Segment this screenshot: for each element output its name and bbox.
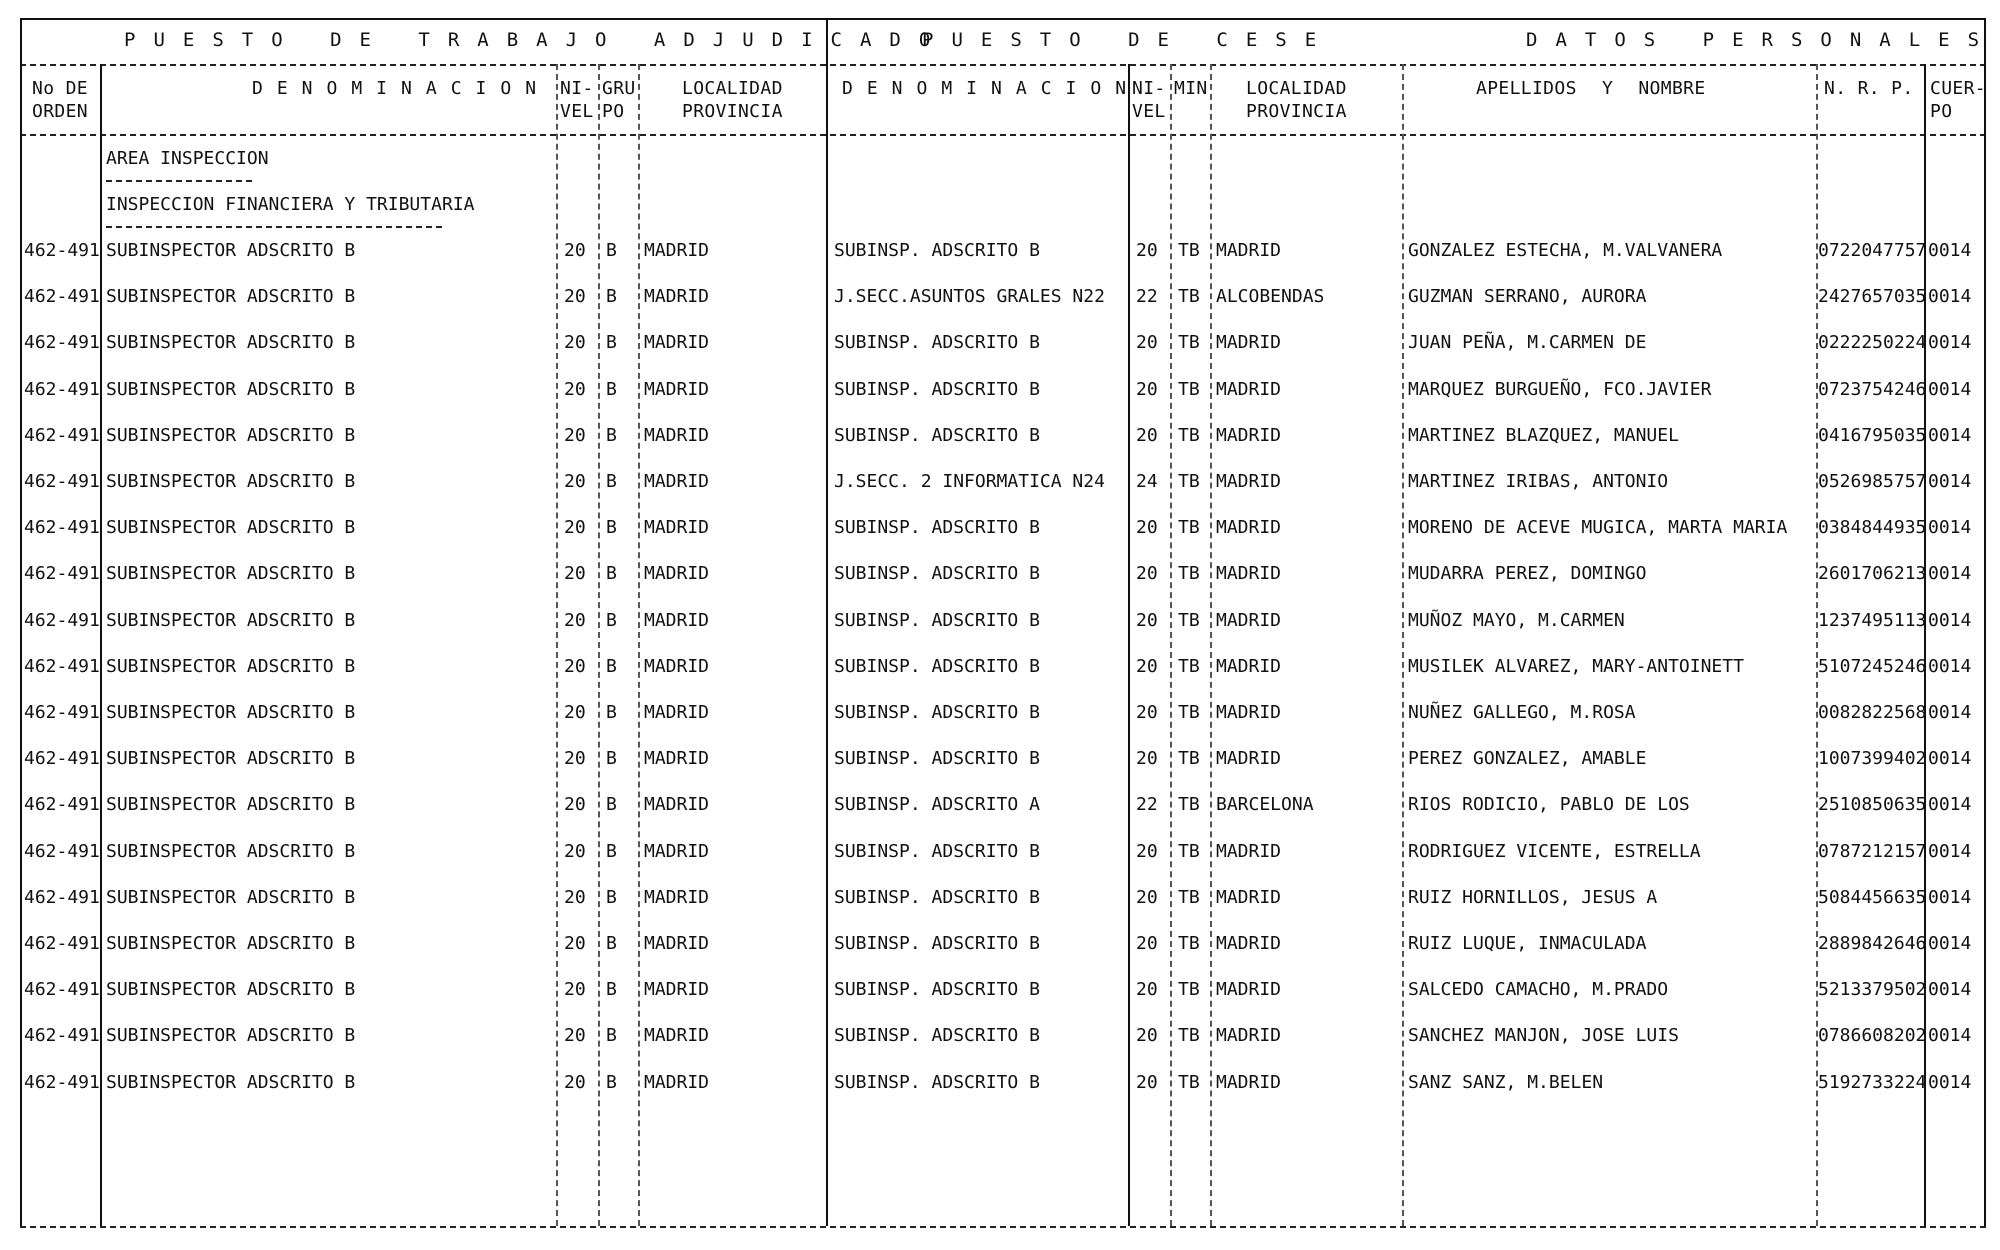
header-cese-nivel-1: NI- — [1132, 78, 1166, 99]
cell-cese-nivel: 20 — [1136, 1025, 1158, 1046]
cell-localidad: MADRID — [644, 748, 710, 769]
cell-cese-localidad: MADRID — [1216, 517, 1282, 538]
cell-denominacion: SUBINSPECTOR ADSCRITO B — [106, 748, 356, 769]
cell-grupo: B — [606, 610, 617, 631]
cell-nrp: 5192733224 — [1818, 1072, 1927, 1093]
cell-apellidos-nombre: MARTINEZ BLAZQUEZ, MANUEL — [1408, 425, 1679, 446]
cell-nivel: 20 — [564, 240, 586, 261]
cell-denominacion: SUBINSPECTOR ADSCRITO B — [106, 933, 356, 954]
section-area-title: AREA INSPECCION — [106, 148, 269, 169]
cell-nrp: 5084456635 — [1818, 887, 1927, 908]
cell-cese-localidad: MADRID — [1216, 1025, 1282, 1046]
cell-nrp: 0526985757 — [1818, 471, 1927, 492]
cell-nivel: 20 — [564, 748, 586, 769]
cell-orden: 462-491 — [24, 979, 100, 1000]
cell-cuerpo: 0014 — [1928, 379, 1972, 400]
cell-cese-denominacion: SUBINSP. ADSCRITO B — [834, 332, 1040, 353]
cell-denominacion: SUBINSPECTOR ADSCRITO B — [106, 240, 356, 261]
cell-nivel: 20 — [564, 794, 586, 815]
cell-grupo: B — [606, 1072, 617, 1093]
cell-nivel: 20 — [564, 425, 586, 446]
cell-cese-nivel: 20 — [1136, 1072, 1158, 1093]
header-grupo-1: GRU — [602, 78, 636, 99]
cell-cese-localidad: MADRID — [1216, 563, 1282, 584]
cell-localidad: MADRID — [644, 702, 710, 723]
cell-nrp: 0222250224 — [1818, 332, 1927, 353]
cell-grupo: B — [606, 887, 617, 908]
cell-localidad: MADRID — [644, 332, 710, 353]
cell-min: TB — [1178, 933, 1200, 954]
super-header-adjudicado: PUESTO DE TRABAJO ADJUDICADO — [124, 29, 949, 51]
header-cuerpo-2: PO — [1930, 101, 1953, 122]
cell-cese-nivel: 20 — [1136, 240, 1158, 261]
cell-orden: 462-491 — [24, 656, 100, 677]
cell-cuerpo: 0014 — [1928, 794, 1972, 815]
cell-denominacion: SUBINSPECTOR ADSCRITO B — [106, 610, 356, 631]
cell-cese-denominacion: SUBINSP. ADSCRITO B — [834, 656, 1040, 677]
cell-denominacion: SUBINSPECTOR ADSCRITO B — [106, 379, 356, 400]
cell-apellidos-nombre: GONZALEZ ESTECHA, M.VALVANERA — [1408, 240, 1723, 261]
cell-nrp: 1237495113 — [1818, 610, 1927, 631]
cell-orden: 462-491 — [24, 794, 100, 815]
col-divider-denominacion — [556, 64, 558, 1226]
cell-cuerpo: 0014 — [1928, 1072, 1972, 1093]
cell-cuerpo: 0014 — [1928, 286, 1972, 307]
cell-grupo: B — [606, 332, 617, 353]
cell-nrp: 0786608202 — [1818, 1025, 1927, 1046]
cell-cuerpo: 0014 — [1928, 841, 1972, 862]
header-denominacion: DENOMINACION — [252, 78, 551, 99]
col-divider-nrp — [1924, 64, 1926, 1226]
cell-cese-nivel: 22 — [1136, 286, 1158, 307]
cell-apellidos-nombre: MARTINEZ IRIBAS, ANTONIO — [1408, 471, 1669, 492]
cell-apellidos-nombre: SANCHEZ MANJON, JOSE LUIS — [1408, 1025, 1679, 1046]
cell-min: TB — [1178, 286, 1200, 307]
cell-grupo: B — [606, 933, 617, 954]
cell-denominacion: SUBINSPECTOR ADSCRITO B — [106, 563, 356, 584]
cell-nivel: 20 — [564, 563, 586, 584]
cell-min: TB — [1178, 841, 1200, 862]
header-cese-localidad-1: LOCALIDAD — [1246, 78, 1347, 99]
cell-orden: 462-491 — [24, 379, 100, 400]
cell-orden: 462-491 — [24, 425, 100, 446]
cell-nivel: 20 — [564, 610, 586, 631]
cell-nivel: 20 — [564, 933, 586, 954]
cell-localidad: MADRID — [644, 379, 710, 400]
cell-localidad: MADRID — [644, 240, 710, 261]
cell-min: TB — [1178, 517, 1200, 538]
cell-cuerpo: 0014 — [1928, 563, 1972, 584]
cell-grupo: B — [606, 240, 617, 261]
cell-apellidos-nombre: MORENO DE ACEVE MUGICA, MARTA MARIA — [1408, 517, 1788, 538]
header-apellidos: APELLIDOS Y NOMBRE — [1476, 78, 1706, 99]
super-header-personales: DATOS PERSONALES — [1526, 29, 1998, 51]
cell-grupo: B — [606, 794, 617, 815]
header-cuerpo-1: CUER- — [1930, 78, 1986, 99]
cell-min: TB — [1178, 656, 1200, 677]
cell-apellidos-nombre: JUAN PEÑA, M.CARMEN DE — [1408, 332, 1647, 353]
cell-grupo: B — [606, 425, 617, 446]
cell-cese-localidad: MADRID — [1216, 240, 1282, 261]
cell-nrp: 0416795035 — [1818, 425, 1927, 446]
cell-cese-localidad: BARCELONA — [1216, 794, 1314, 815]
section-subarea-underline — [106, 226, 442, 228]
cell-cese-nivel: 20 — [1136, 656, 1158, 677]
col-divider-min — [1210, 64, 1212, 1226]
cell-grupo: B — [606, 979, 617, 1000]
cell-min: TB — [1178, 332, 1200, 353]
cell-apellidos-nombre: SALCEDO CAMACHO, M.PRADO — [1408, 979, 1669, 1000]
cell-localidad: MADRID — [644, 887, 710, 908]
cell-cese-denominacion: SUBINSP. ADSCRITO B — [834, 517, 1040, 538]
cell-nivel: 20 — [564, 517, 586, 538]
header-nrp: N. R. P. — [1824, 78, 1914, 99]
cell-nrp: 1007399402 — [1818, 748, 1927, 769]
col-divider-orden — [100, 64, 102, 1226]
header-orden-2: ORDEN — [32, 101, 88, 122]
cell-denominacion: SUBINSPECTOR ADSCRITO B — [106, 286, 356, 307]
cell-cese-denominacion: SUBINSP. ADSCRITO B — [834, 1072, 1040, 1093]
cell-grupo: B — [606, 748, 617, 769]
header-min: MIN — [1174, 78, 1208, 99]
cell-grupo: B — [606, 702, 617, 723]
cell-grupo: B — [606, 563, 617, 584]
cell-cese-nivel: 20 — [1136, 933, 1158, 954]
cell-apellidos-nombre: NUÑEZ GALLEGO, M.ROSA — [1408, 702, 1636, 723]
cell-cese-denominacion: SUBINSP. ADSCRITO B — [834, 933, 1040, 954]
cell-cese-denominacion: SUBINSP. ADSCRITO B — [834, 841, 1040, 862]
cell-cuerpo: 0014 — [1928, 656, 1972, 677]
cell-cuerpo: 0014 — [1928, 979, 1972, 1000]
cell-orden: 462-491 — [24, 471, 100, 492]
cell-min: TB — [1178, 610, 1200, 631]
cell-nrp: 2601706213 — [1818, 563, 1927, 584]
cell-nrp: 0722047757 — [1818, 240, 1927, 261]
top-border — [20, 18, 1986, 20]
col-divider-cese-localidad — [1402, 64, 1404, 1226]
cell-denominacion: SUBINSPECTOR ADSCRITO B — [106, 979, 356, 1000]
cell-cese-denominacion: SUBINSP. ADSCRITO B — [834, 563, 1040, 584]
cell-denominacion: SUBINSPECTOR ADSCRITO B — [106, 332, 356, 353]
cell-nivel: 20 — [564, 1072, 586, 1093]
cell-cese-localidad: MADRID — [1216, 748, 1282, 769]
cell-cese-nivel: 20 — [1136, 332, 1158, 353]
cell-denominacion: SUBINSPECTOR ADSCRITO B — [106, 517, 356, 538]
cell-nivel: 20 — [564, 656, 586, 677]
super-header-divider — [20, 64, 1986, 66]
col-divider-apellidos — [1816, 64, 1818, 1226]
cell-cese-nivel: 20 — [1136, 841, 1158, 862]
cell-nivel: 20 — [564, 286, 586, 307]
cell-cese-nivel: 20 — [1136, 748, 1158, 769]
col-divider-cese-nivel — [1170, 64, 1172, 1226]
cell-cuerpo: 0014 — [1928, 240, 1972, 261]
cell-cese-localidad: MADRID — [1216, 933, 1282, 954]
header-localidad-2: PROVINCIA — [682, 101, 783, 122]
cell-denominacion: SUBINSPECTOR ADSCRITO B — [106, 471, 356, 492]
cell-denominacion: SUBINSPECTOR ADSCRITO B — [106, 794, 356, 815]
cell-nivel: 20 — [564, 379, 586, 400]
cell-nivel: 20 — [564, 332, 586, 353]
cell-cuerpo: 0014 — [1928, 471, 1972, 492]
cell-min: TB — [1178, 979, 1200, 1000]
cell-denominacion: SUBINSPECTOR ADSCRITO B — [106, 841, 356, 862]
cell-cese-nivel: 20 — [1136, 610, 1158, 631]
cell-denominacion: SUBINSPECTOR ADSCRITO B — [106, 1025, 356, 1046]
cell-cese-nivel: 20 — [1136, 563, 1158, 584]
cell-cese-denominacion: SUBINSP. ADSCRITO B — [834, 1025, 1040, 1046]
cell-apellidos-nombre: GUZMAN SERRANO, AURORA — [1408, 286, 1647, 307]
cell-nrp: 5213379502 — [1818, 979, 1927, 1000]
cell-cese-denominacion: SUBINSP. ADSCRITO B — [834, 979, 1040, 1000]
cell-min: TB — [1178, 563, 1200, 584]
cell-apellidos-nombre: RUIZ HORNILLOS, JESUS A — [1408, 887, 1658, 908]
header-nivel-1: NI- — [560, 78, 594, 99]
cell-cese-localidad: MADRID — [1216, 471, 1282, 492]
header-orden-1: No DE — [32, 78, 88, 99]
cell-cuerpo: 0014 — [1928, 610, 1972, 631]
cell-cese-nivel: 22 — [1136, 794, 1158, 815]
cell-orden: 462-491 — [24, 702, 100, 723]
cell-nrp: 5107245246 — [1818, 656, 1927, 677]
cell-orden: 462-491 — [24, 240, 100, 261]
cell-orden: 462-491 — [24, 1025, 100, 1046]
cell-grupo: B — [606, 471, 617, 492]
cell-apellidos-nombre: MUSILEK ALVAREZ, MARY-ANTOINETT — [1408, 656, 1744, 677]
left-border — [20, 18, 22, 1226]
cell-localidad: MADRID — [644, 841, 710, 862]
cell-orden: 462-491 — [24, 748, 100, 769]
cell-nivel: 20 — [564, 887, 586, 908]
cell-nrp: 2889842646 — [1818, 933, 1927, 954]
cell-localidad: MADRID — [644, 286, 710, 307]
cell-cese-denominacion: J.SECC.ASUNTOS GRALES N22 — [834, 286, 1105, 307]
cell-cuerpo: 0014 — [1928, 332, 1972, 353]
cell-min: TB — [1178, 794, 1200, 815]
cell-apellidos-nombre: SANZ SANZ, M.BELEN — [1408, 1072, 1604, 1093]
cell-localidad: MADRID — [644, 1072, 710, 1093]
cell-denominacion: SUBINSPECTOR ADSCRITO B — [106, 656, 356, 677]
cell-nivel: 20 — [564, 702, 586, 723]
cell-localidad: MADRID — [644, 794, 710, 815]
cell-nrp: 0082822568 — [1818, 702, 1927, 723]
cell-cuerpo: 0014 — [1928, 1025, 1972, 1046]
divider-adjudicado-cese — [826, 18, 828, 1226]
cell-nrp: 0723754246 — [1818, 379, 1927, 400]
cell-orden: 462-491 — [24, 563, 100, 584]
col-divider-grupo — [638, 64, 640, 1226]
cell-apellidos-nombre: RODRIGUEZ VICENTE, ESTRELLA — [1408, 841, 1701, 862]
cell-nrp: 2510850635 — [1818, 794, 1927, 815]
cell-cese-nivel: 20 — [1136, 702, 1158, 723]
cell-orden: 462-491 — [24, 1072, 100, 1093]
cell-cese-denominacion: SUBINSP. ADSCRITO B — [834, 610, 1040, 631]
cell-cese-denominacion: SUBINSP. ADSCRITO B — [834, 425, 1040, 446]
cell-localidad: MADRID — [644, 979, 710, 1000]
cell-cese-localidad: MADRID — [1216, 610, 1282, 631]
cell-nrp: 2427657035 — [1818, 286, 1927, 307]
cell-localidad: MADRID — [644, 933, 710, 954]
cell-orden: 462-491 — [24, 887, 100, 908]
cell-cese-localidad: MADRID — [1216, 656, 1282, 677]
cell-cese-nivel: 24 — [1136, 471, 1158, 492]
cell-denominacion: SUBINSPECTOR ADSCRITO B — [106, 1072, 356, 1093]
cell-min: TB — [1178, 379, 1200, 400]
cell-nivel: 20 — [564, 471, 586, 492]
header-cese-nivel-2: VEL — [1132, 101, 1166, 122]
cell-localidad: MADRID — [644, 517, 710, 538]
cell-apellidos-nombre: MUÑOZ MAYO, M.CARMEN — [1408, 610, 1625, 631]
col-divider-nivel — [598, 64, 600, 1226]
cell-min: TB — [1178, 471, 1200, 492]
cell-nrp: 0787212157 — [1818, 841, 1927, 862]
cell-cuerpo: 0014 — [1928, 425, 1972, 446]
cell-grupo: B — [606, 517, 617, 538]
header-cese-localidad-2: PROVINCIA — [1246, 101, 1347, 122]
cell-orden: 462-491 — [24, 841, 100, 862]
cell-min: TB — [1178, 425, 1200, 446]
section-subarea-title: INSPECCION FINANCIERA Y TRIBUTARIA — [106, 194, 475, 215]
cell-orden: 462-491 — [24, 517, 100, 538]
cell-cese-localidad: ALCOBENDAS — [1216, 286, 1325, 307]
cell-orden: 462-491 — [24, 332, 100, 353]
cell-localidad: MADRID — [644, 563, 710, 584]
cell-apellidos-nombre: RIOS RODICIO, PABLO DE LOS — [1408, 794, 1690, 815]
cell-cese-localidad: MADRID — [1216, 332, 1282, 353]
cell-orden: 462-491 — [24, 610, 100, 631]
cell-cese-localidad: MADRID — [1216, 841, 1282, 862]
cell-cese-denominacion: SUBINSP. ADSCRITO B — [834, 240, 1040, 261]
cell-localidad: MADRID — [644, 425, 710, 446]
cell-cese-nivel: 20 — [1136, 887, 1158, 908]
cell-cese-denominacion: SUBINSP. ADSCRITO B — [834, 887, 1040, 908]
cell-grupo: B — [606, 379, 617, 400]
cell-apellidos-nombre: PEREZ GONZALEZ, AMABLE — [1408, 748, 1647, 769]
cell-cese-localidad: MADRID — [1216, 379, 1282, 400]
cell-denominacion: SUBINSPECTOR ADSCRITO B — [106, 425, 356, 446]
cell-localidad: MADRID — [644, 1025, 710, 1046]
cell-cese-denominacion: SUBINSP. ADSCRITO B — [834, 748, 1040, 769]
cell-denominacion: SUBINSPECTOR ADSCRITO B — [106, 702, 356, 723]
cell-grupo: B — [606, 1025, 617, 1046]
cell-cese-localidad: MADRID — [1216, 979, 1282, 1000]
cell-denominacion: SUBINSPECTOR ADSCRITO B — [106, 887, 356, 908]
cell-cese-denominacion: J.SECC. 2 INFORMATICA N24 — [834, 471, 1105, 492]
col-divider-cese-denominacion — [1128, 64, 1130, 1226]
cell-cuerpo: 0014 — [1928, 933, 1972, 954]
cell-min: TB — [1178, 240, 1200, 261]
header-grupo-2: PO — [602, 101, 625, 122]
cell-localidad: MADRID — [644, 610, 710, 631]
header-bottom-divider — [20, 134, 1986, 136]
cell-cuerpo: 0014 — [1928, 517, 1972, 538]
cell-nrp: 0384844935 — [1818, 517, 1927, 538]
cell-grupo: B — [606, 656, 617, 677]
cell-nivel: 20 — [564, 979, 586, 1000]
cell-cese-nivel: 20 — [1136, 379, 1158, 400]
cell-localidad: MADRID — [644, 471, 710, 492]
bottom-border — [20, 1226, 1986, 1228]
cell-cese-denominacion: SUBINSP. ADSCRITO B — [834, 702, 1040, 723]
super-header-cese: PUESTO DE CESE — [922, 29, 1335, 51]
header-localidad-1: LOCALIDAD — [682, 78, 783, 99]
header-cese-denominacion: DENOMINACION — [842, 78, 1141, 99]
cell-cuerpo: 0014 — [1928, 887, 1972, 908]
cell-cese-localidad: MADRID — [1216, 887, 1282, 908]
cell-apellidos-nombre: RUIZ LUQUE, INMACULADA — [1408, 933, 1647, 954]
section-area-underline — [106, 180, 252, 182]
cell-cuerpo: 0014 — [1928, 702, 1972, 723]
cell-min: TB — [1178, 748, 1200, 769]
cell-cese-localidad: MADRID — [1216, 1072, 1282, 1093]
cell-min: TB — [1178, 1072, 1200, 1093]
cell-grupo: B — [606, 841, 617, 862]
cell-orden: 462-491 — [24, 933, 100, 954]
cell-cese-denominacion: SUBINSP. ADSCRITO A — [834, 794, 1040, 815]
cell-cese-nivel: 20 — [1136, 425, 1158, 446]
cell-apellidos-nombre: MARQUEZ BURGUEÑO, FCO.JAVIER — [1408, 379, 1712, 400]
cell-cuerpo: 0014 — [1928, 748, 1972, 769]
cell-orden: 462-491 — [24, 286, 100, 307]
cell-grupo: B — [606, 286, 617, 307]
cell-cese-nivel: 20 — [1136, 517, 1158, 538]
cell-min: TB — [1178, 1025, 1200, 1046]
cell-localidad: MADRID — [644, 656, 710, 677]
header-nivel-2: VEL — [560, 101, 594, 122]
cell-min: TB — [1178, 887, 1200, 908]
cell-min: TB — [1178, 702, 1200, 723]
cell-apellidos-nombre: MUDARRA PEREZ, DOMINGO — [1408, 563, 1647, 584]
cell-cese-nivel: 20 — [1136, 979, 1158, 1000]
cell-cese-denominacion: SUBINSP. ADSCRITO B — [834, 379, 1040, 400]
cell-cese-localidad: MADRID — [1216, 425, 1282, 446]
cell-nivel: 20 — [564, 1025, 586, 1046]
cell-cese-localidad: MADRID — [1216, 702, 1282, 723]
cell-nivel: 20 — [564, 841, 586, 862]
right-border — [1984, 18, 1986, 1226]
